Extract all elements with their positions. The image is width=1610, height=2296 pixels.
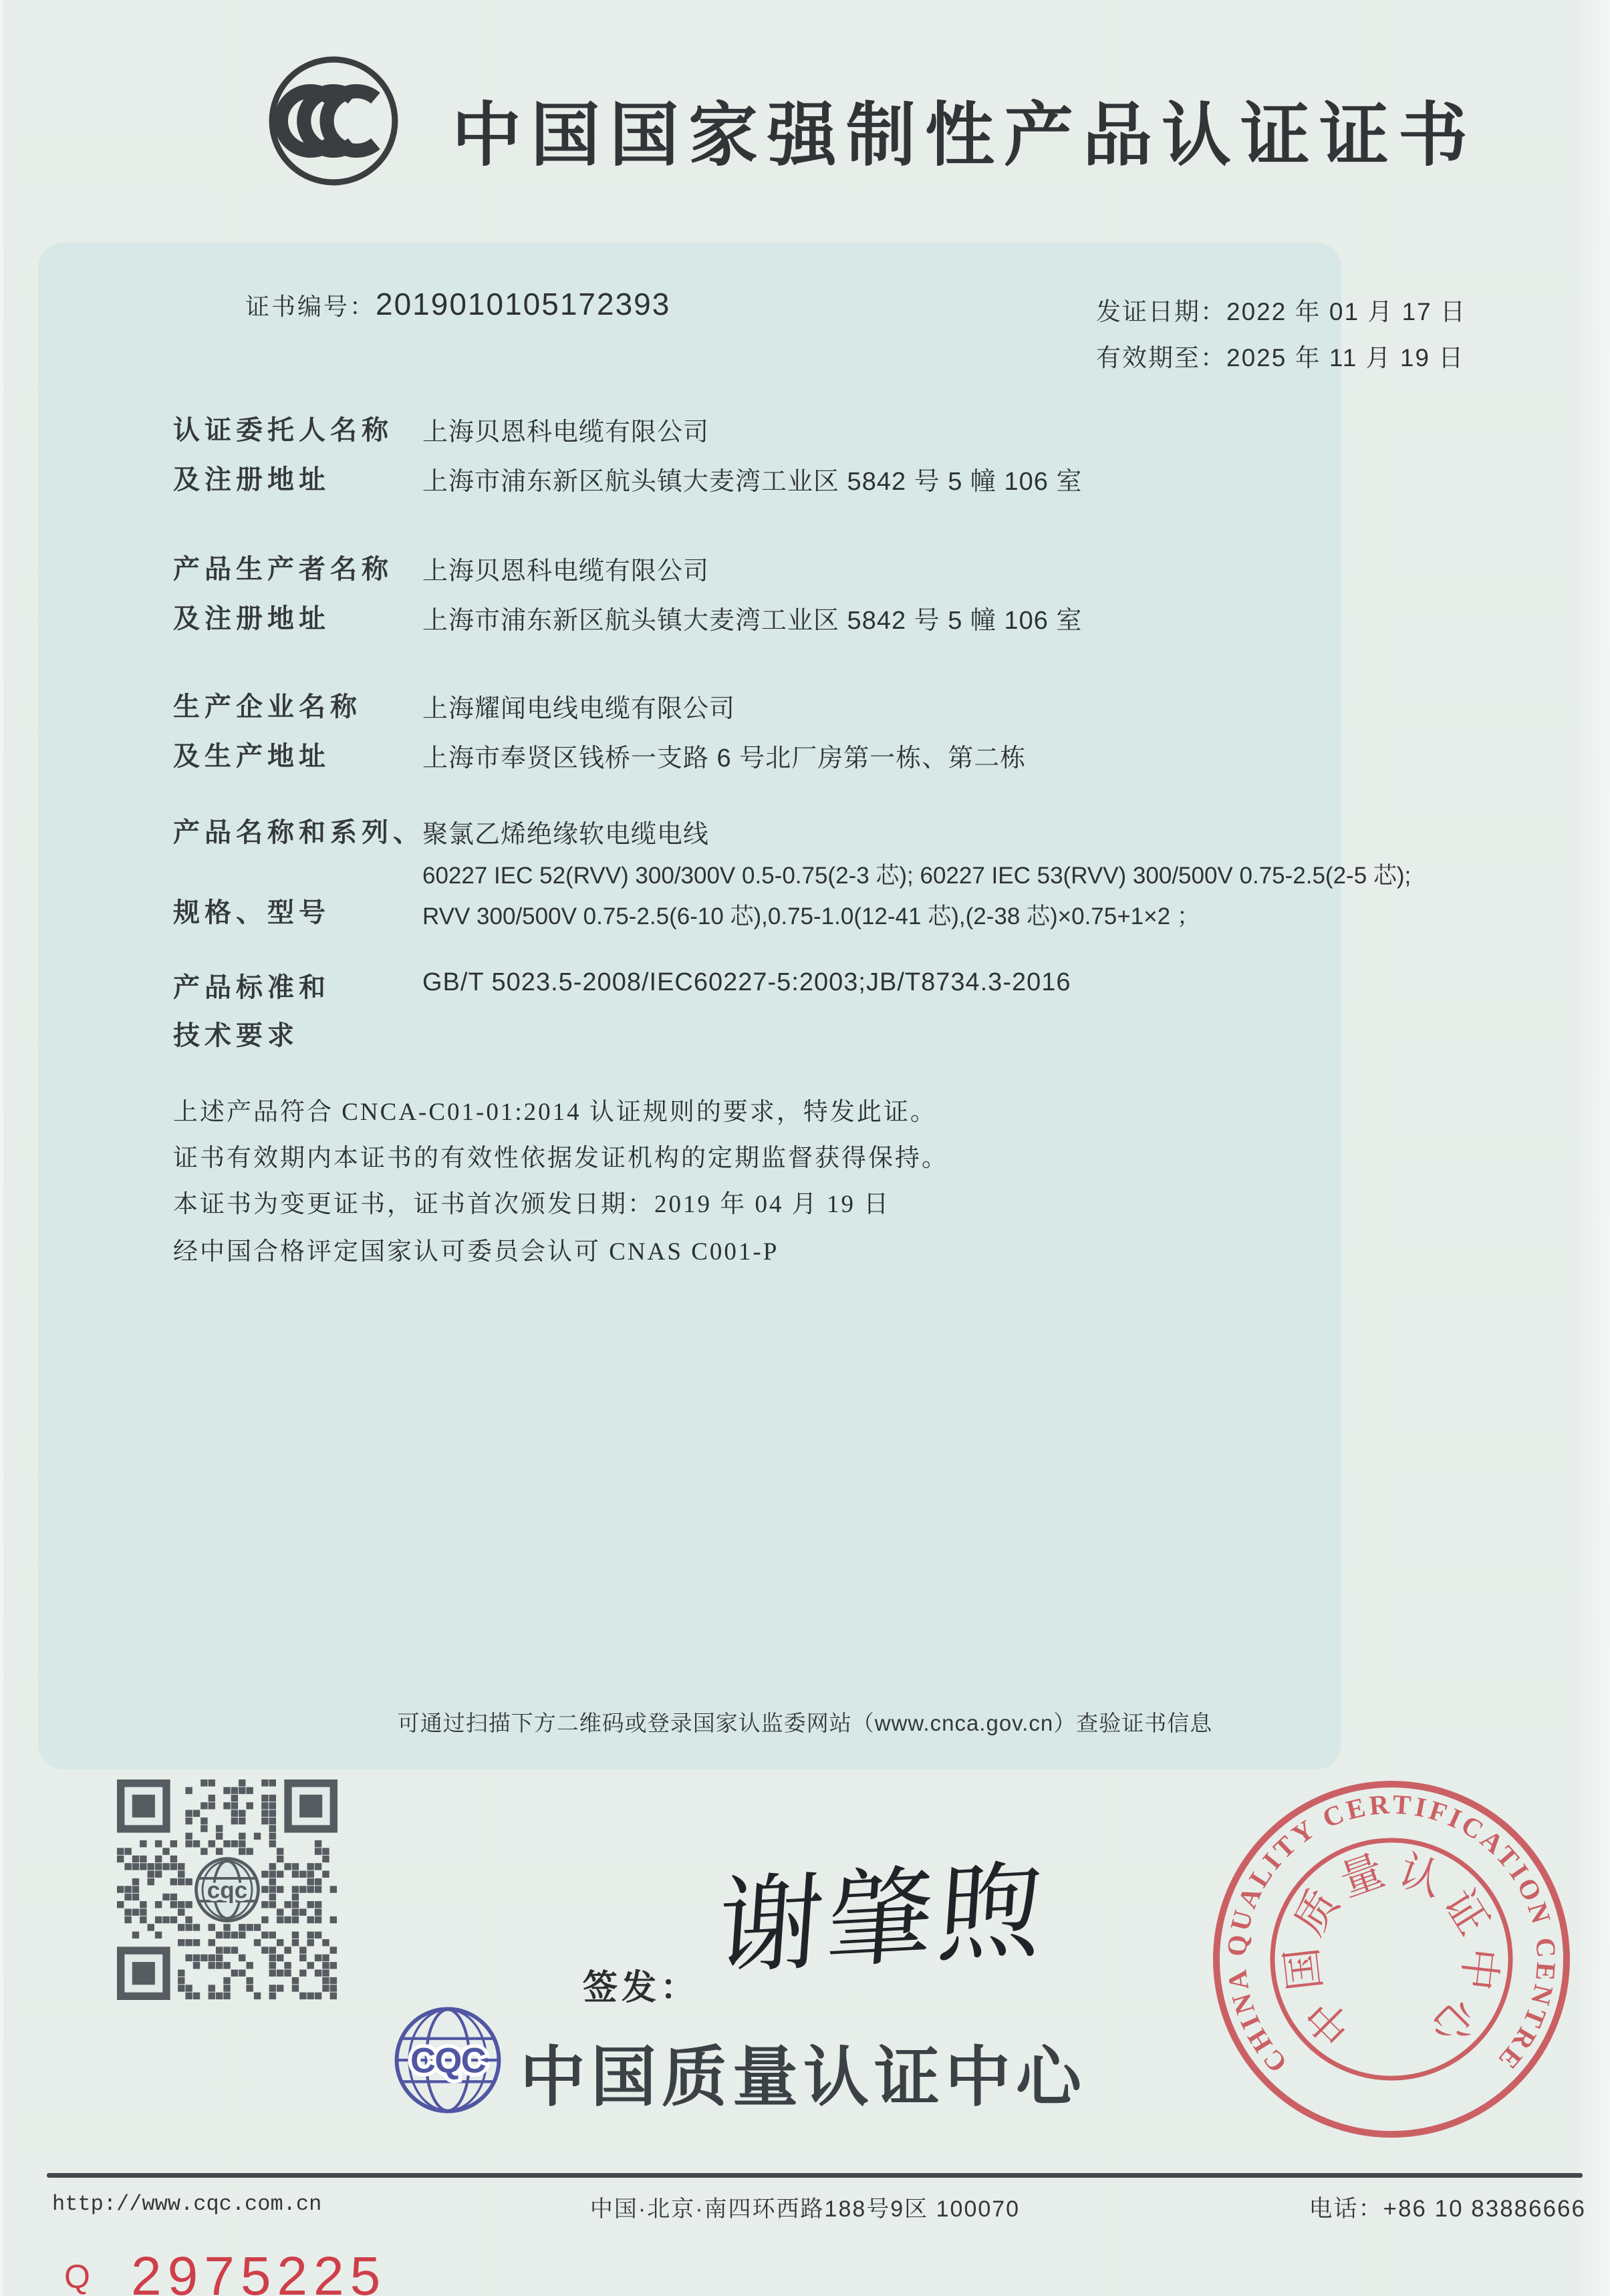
signature: 谢肇煦 xyxy=(713,1848,1051,1990)
qr-center-logo-icon xyxy=(196,1859,259,1921)
field-label: 及注册地址 xyxy=(173,604,330,633)
field-label: 生产企业名称 xyxy=(173,692,362,722)
svg-text:量: 量 xyxy=(1334,1846,1391,1906)
certificate-number-row xyxy=(245,286,670,322)
cqc-logo-icon xyxy=(391,2003,505,2117)
field-value: 上海市奉贤区钱桥一支路 6 号北厂房第一栋、第二栋 xyxy=(422,744,1027,772)
issue-date: 发证日期：2022 年 01 月 17 日 xyxy=(1096,298,1467,325)
svg-text:国: 国 xyxy=(1277,1945,1330,1993)
field-value: RVV 300/500V 0.75-2.5(6-10 芯),0.75-1.0(12-41 芯),(2-38 芯)×0.75+1×2 ； xyxy=(422,903,1200,929)
field-label: 认证委托人名称 xyxy=(173,416,393,445)
footer-phone: 电话：+86 10 83886666 xyxy=(1309,2196,1586,2222)
note-line: 证书有效期内本证书的有效性依据发证机构的定期监督获得保持。 xyxy=(173,1145,948,1172)
footer-rule xyxy=(47,2173,1583,2178)
field-label: 规格、型号 xyxy=(173,898,330,927)
svg-text:证: 证 xyxy=(1434,1881,1498,1943)
field-label: 产品标准和 xyxy=(173,973,330,1002)
certificate-title: 中国国家强制性产品认证证书 xyxy=(452,97,1478,174)
svg-text:认: 认 xyxy=(1392,1846,1449,1906)
field-value: 上海贝恩科电缆有限公司 xyxy=(422,557,710,585)
verify-hint: 可通过扫描下方二维码或登录国家认监委网站（www.cnca.gov.cn）查验证书信息 xyxy=(397,1711,1213,1735)
field-value: 上海市浦东新区航头镇大麦湾工业区 5842 号 5 幢 106 室 xyxy=(422,468,1083,496)
svg-text:中: 中 xyxy=(1297,1989,1361,2054)
issuer-name: 中国质量认证中心 xyxy=(520,2040,1087,2114)
field-label: 及生产地址 xyxy=(173,742,330,771)
field-value: 上海贝恩科电缆有限公司 xyxy=(422,418,710,446)
stamp-ring-text: CHINA QUALITY CERTIFICATION CENTRE xyxy=(1220,1788,1563,2079)
svg-text:质: 质 xyxy=(1285,1881,1349,1943)
field-value: 上海耀闻电线电缆有限公司 xyxy=(422,695,736,723)
serial-prefix: Q xyxy=(64,2258,90,2295)
note-line: 本证书为变更证书，证书首次颁发日期：2019 年 04 月 19 日 xyxy=(173,1191,891,1218)
sign-label: 签发： xyxy=(583,1969,700,2007)
qr-code xyxy=(117,1779,338,2000)
field-label: 产品名称和系列、 xyxy=(173,818,424,847)
field-label: 技术要求 xyxy=(173,1021,299,1050)
official-stamp-icon xyxy=(1204,1772,1579,2146)
cert-no-value: 2019010105172393 xyxy=(376,287,671,321)
svg-text:中: 中 xyxy=(1453,1945,1506,1993)
svg-text:CQC: CQC xyxy=(410,2041,485,2081)
valid-until: 有效期至：2025 年 11 月 19 日 xyxy=(1096,344,1465,372)
field-value: 上海市浦东新区航头镇大麦湾工业区 5842 号 5 幢 106 室 xyxy=(422,607,1083,635)
field-label: 产品生产者名称 xyxy=(173,555,393,584)
serial-number: 2975225 xyxy=(131,2246,387,2296)
field-value: 60227 IEC 52(RVV) 300/300V 0.5-0.75(2-3 芯); 60227 IEC 53(RVV) 300/500V 0.75-2.5(2-5 芯); xyxy=(422,863,1412,889)
note-line: 上述产品符合 CNCA-C01-01:2014 认证规则的要求，特发此证。 xyxy=(173,1099,937,1126)
footer-url: http://www.cqc.com.cn xyxy=(52,2192,322,2216)
svg-text:cqc: cqc xyxy=(207,1877,248,1904)
ccc-logo-icon xyxy=(266,53,401,188)
field-value: GB/T 5023.5-2008/IEC60227-5:2003;JB/T8734.3-2016 xyxy=(422,968,1071,996)
note-line: 经中国合格评定国家认可委员会认可 CNAS C001-P xyxy=(173,1238,779,1266)
field-value: 聚氯乙烯绝缘软电缆电线 xyxy=(422,821,710,849)
field-label: 及注册地址 xyxy=(173,465,330,494)
cert-no-label: 证书编号： xyxy=(245,293,376,320)
svg-text:心: 心 xyxy=(1422,1989,1486,2054)
footer-address: 中国·北京·南四环西路188号9区 100070 xyxy=(589,2196,1021,2222)
